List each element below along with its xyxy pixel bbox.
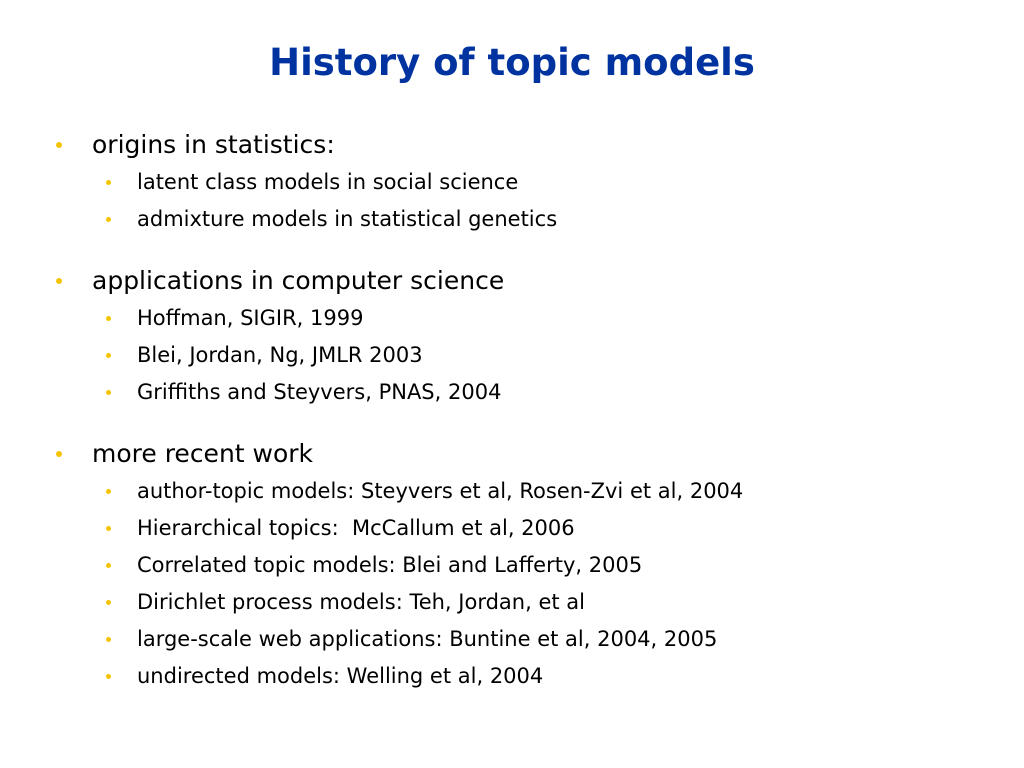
bullet-icon — [106, 489, 111, 494]
bullet-icon — [106, 217, 111, 222]
bullet-icon — [56, 451, 62, 457]
bullet-list — [0, 126, 1024, 695]
section-heading: origins in statistics: — [92, 130, 335, 159]
list-item — [0, 584, 1024, 621]
list-item — [0, 621, 1024, 658]
bullet-icon — [106, 600, 111, 605]
list-item — [0, 510, 1024, 547]
bullet-icon — [106, 353, 111, 358]
bullet-icon — [106, 637, 111, 642]
list-item — [0, 473, 1024, 510]
bullet-icon — [106, 563, 111, 568]
list-item-text: Dirichlet process models: Teh, Jordan, et al — [137, 590, 585, 614]
bullet-icon — [56, 278, 62, 284]
list-item-text: Hoffman, SIGIR, 1999 — [137, 306, 364, 330]
list-item — [0, 201, 1024, 238]
list-item-text: Blei, Jordan, Ng, JMLR 2003 — [137, 343, 423, 367]
bullet-icon — [106, 390, 111, 395]
list-item-text: Hierarchical topics: McCallum et al, 2006 — [137, 516, 575, 540]
list-item-text: Griffiths and Steyvers, PNAS, 2004 — [137, 380, 502, 404]
list-item — [0, 658, 1024, 695]
bullet-icon — [56, 142, 62, 148]
list-item-text: undirected models: Welling et al, 2004 — [137, 664, 544, 688]
section-recent-work — [0, 435, 1024, 695]
list-item — [0, 337, 1024, 374]
bullet-icon — [106, 526, 111, 531]
bullet-icon — [106, 316, 111, 321]
list-item — [0, 374, 1024, 411]
section-heading: more recent work — [92, 439, 314, 468]
list-item — [0, 547, 1024, 584]
list-item — [0, 164, 1024, 201]
section-origins — [0, 126, 1024, 238]
section-applications — [0, 262, 1024, 411]
bullet-icon — [106, 180, 111, 185]
list-item-text: large-scale web applications: Buntine et al, 2004, 2005 — [137, 627, 718, 651]
list-item — [0, 126, 1024, 164]
bullet-icon — [106, 674, 111, 679]
list-item — [0, 435, 1024, 473]
list-item-text: latent class models in social science — [137, 170, 519, 194]
list-item-text: Correlated topic models: Blei and Lafferty, 2005 — [137, 553, 643, 577]
list-item — [0, 262, 1024, 300]
list-item — [0, 300, 1024, 337]
list-item-text: author-topic models: Steyvers et al, Rosen-Zvi et al, 2004 — [137, 479, 744, 503]
slide-title: History of topic models — [269, 41, 755, 84]
list-item-text: admixture models in statistical genetics — [137, 207, 558, 231]
section-heading: applications in computer science — [92, 266, 505, 295]
